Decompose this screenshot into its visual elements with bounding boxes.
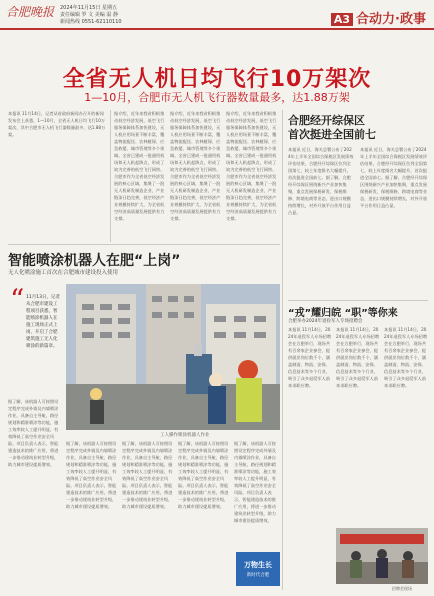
robot-subhead: 无人化喷涂施工首次在合肥城市建设投入使用: [8, 270, 119, 276]
side-headline: 合肥经开综保区 首次挺进全国前七: [288, 114, 376, 141]
section-name: 合动力·政事: [356, 12, 426, 27]
side-body-col1: 本报讯 近日，海关总署公布了2024年上半年全国综合保税区发展绩效评估结果，合肥经开综保区位列全国第七，较上年度排名大幅提升，首次挺进全国前七。据了解，合肥经开综保区围绕新兴产业加快集聚，重点发展保税研发、保税维修、跨境电商等业态，进出口规模持续增长，对外开放平台作用日益凸显。: [288, 147, 354, 215]
issue-date: 2024年11月15日 星期五: [60, 5, 118, 11]
bottom-headline: “戎”耀归皖 “职”等你来: [288, 308, 398, 319]
lead-body-col3: 据介绍，近年来我省积极推动低空经济发展，低空飞行服务保障体系加快建设，无人机应用场景不断丰富，覆盖物流配送、农林植保、应急救援、城市管理等多个领域。全省已建成一批通用机场和无人机起降点，形成了较为完善的低空飞行网络。合肥市作为全省低空经济发展的核心区域，集聚了一批无人机研发制造企业，产业链条日趋完善，低空经济产业规模持续扩大，为全省低空经济高质量发展提供有力支撑。: [170, 111, 221, 221]
lead-body-col2: 据介绍，近年来我省积极推动低空经济发展，低空飞行服务保障体系加快建设，无人机应用场景不断丰富，覆盖物流配送、农林植保、应急救援、城市管理等多个领域。全省已建成一批通用机场和无人机起降点，形成了较为完善的低空飞行网络。合肥市作为全省低空经济发展的核心区域，集聚了一批无人机研发制造企业，产业链条日趋完善，低空经济产业规模持续扩大，为全省低空经济高质量发展提供有力支撑。: [114, 111, 165, 221]
promo-tag-subtitle: 新时代合肥: [246, 573, 270, 578]
newspaper-logo: 合肥晚报: [6, 5, 55, 19]
column-rule: [110, 110, 111, 242]
lead-body-col4: 据介绍，近年来我省积极推动低空经济发展，低空飞行服务保障体系加快建设，无人机应用场景不断丰富，覆盖物流配送、农林植保、应急救援、城市管理等多个领域。全省已建成一批通用机场和无人机起降点，形成了较为完善的低空飞行网络。合肥市作为全省低空经济发展的核心区域，集聚了一批无人机研发制造企业，产业链条日趋完善，低空经济产业规模持续扩大，为全省低空经济高质量发展提供有力支撑。: [226, 111, 277, 221]
side-body-col2: 本报讯 近日，海关总署公布了2024年上半年全国综合保税区发展绩效评估结果，合肥经开综保区位列全国第七，较上年度排名大幅提升，首次挺进全国前七。据了解，合肥经开综保区围绕新兴产业加快集聚，重点发展保税研发、保税维修、跨境电商等业态，进出口规模持续增长，对外开放平台作用日益凸显。: [360, 147, 428, 208]
bottom-body-col2: 本报讯 11月14日，2024年退役军人专场招聘会在合肥举行，现场共有百余家企业参会，提供就业岗位数千个，涵盖制造、物流、安保、信息技术等多个行业，吸引了众多退役军人前来求职应聘。: [336, 327, 380, 388]
robot-headline: 智能喷涂机器人在肥“上岗”: [8, 253, 181, 269]
section-code: A3: [331, 13, 353, 26]
promo-tag: [236, 552, 280, 586]
lead-intro: 本报讯 11月14日，记者从省政府新闻办召开的新闻发布会上获悉，1—10月，全省无人机日均飞行10万架次，其中合肥市无人机飞行器数量最多，达1.88万架。: [8, 111, 106, 137]
section-divider: [8, 244, 280, 245]
robot-body-col1: 据了解，该机器人可按照设定程序完成外墙及内墙喷涂作业，具备自主导航、路径规划和精准喷涂等功能，施工效率较人工提升明显，有效降低了高空作业安全风险。项目负责人表示，智能建造技术的推广应用，将进一步推动建筑业转型升级，助力城市建设提质增效。: [8, 399, 59, 467]
robot-body-col5: 据了解，该机器人可按照设定程序完成外墙及内墙喷涂作业，具备自主导航、路径规划和精准喷涂等功能，施工效率较人工提升明显，有效降低了高空作业安全风险。项目负责人表示，智能建造技术的推广应用，将进一步推动建筑业转型升级，助力城市建设提质增效。: [234, 441, 276, 523]
job-fair-image: [336, 528, 428, 584]
column-rule: [282, 110, 283, 590]
editors-line: 责任编辑 罗 文 美编 温 静: [60, 12, 118, 18]
bottom-body-col3: 本报讯 11月14日，2024年退役军人专场招聘会在合肥举行，现场共有百余家企业参会，提供就业岗位数千个，涵盖制造、物流、安保、信息技术等多个行业，吸引了众多退役军人前来求职应聘。: [384, 327, 428, 388]
robot-quote: 11月13日，记者从合肥市建设工程项目获悉，智能喷涂机器人在施工现场正式上岗，开启了合肥建筑施工无人化喷涂的新篇章。: [26, 295, 60, 349]
bottom-photo-caption: 招聘会现场: [392, 586, 412, 591]
robot-body-col4: 据了解，该机器人可按照设定程序完成外墙及内墙喷涂作业，具备自主导航、路径规划和精准喷涂等功能，施工效率较人工提升明显，有效降低了高空作业安全风险。项目负责人表示，智能建造技术的推广应用，将进一步推动建筑业转型升级，助力城市建设提质增效。: [178, 441, 229, 509]
section-divider: [288, 300, 428, 301]
bottom-photo: [336, 528, 428, 584]
section-header: [331, 8, 426, 27]
robot-photo-caption: 工人操作喷涂机器人作业: [160, 433, 210, 438]
robot-photo: [66, 284, 280, 430]
robot-body-col2: 据了解，该机器人可按照设定程序完成外墙及内墙喷涂作业，具备自主导航、路径规划和精准喷涂等功能，施工效率较人工提升明显，有效降低了高空作业安全风险。项目负责人表示，智能建造技术的推广应用，将进一步推动建筑业转型升级，助力城市建设提质增效。: [66, 441, 117, 509]
lead-headline: 全省无人机日均飞行10万架次: [62, 67, 372, 92]
bottom-body-col1: 本报讯 11月14日，2024年退役军人专场招聘会在合肥举行，现场共有百余家企业参会，提供就业岗位数千个，涵盖制造、物流、安保、信息技术等多个行业，吸引了众多退役军人前来求职应聘。: [288, 327, 332, 388]
construction-site-image: [66, 284, 280, 430]
lead-subhead: 1—10月，合肥市无人机飞行器数量最多，达1.88万架: [84, 91, 350, 104]
hotline: 新闻热线 0551-62110110: [60, 19, 122, 25]
robot-body-col3: 据了解，该机器人可按照设定程序完成外墙及内墙喷涂作业，具备自主导航、路径规划和精准喷涂等功能，施工效率较人工提升明显，有效降低了高空作业安全风险。项目负责人表示，智能建造技术的推广应用，将进一步推动建筑业转型升级，助力城市建设提质增效。: [122, 441, 173, 509]
quote-mark-icon: “: [10, 283, 25, 316]
promo-tag-title: 万物生长: [244, 561, 272, 569]
bottom-subhead: 合肥举办2024年退役军人专场招聘会: [288, 319, 363, 324]
